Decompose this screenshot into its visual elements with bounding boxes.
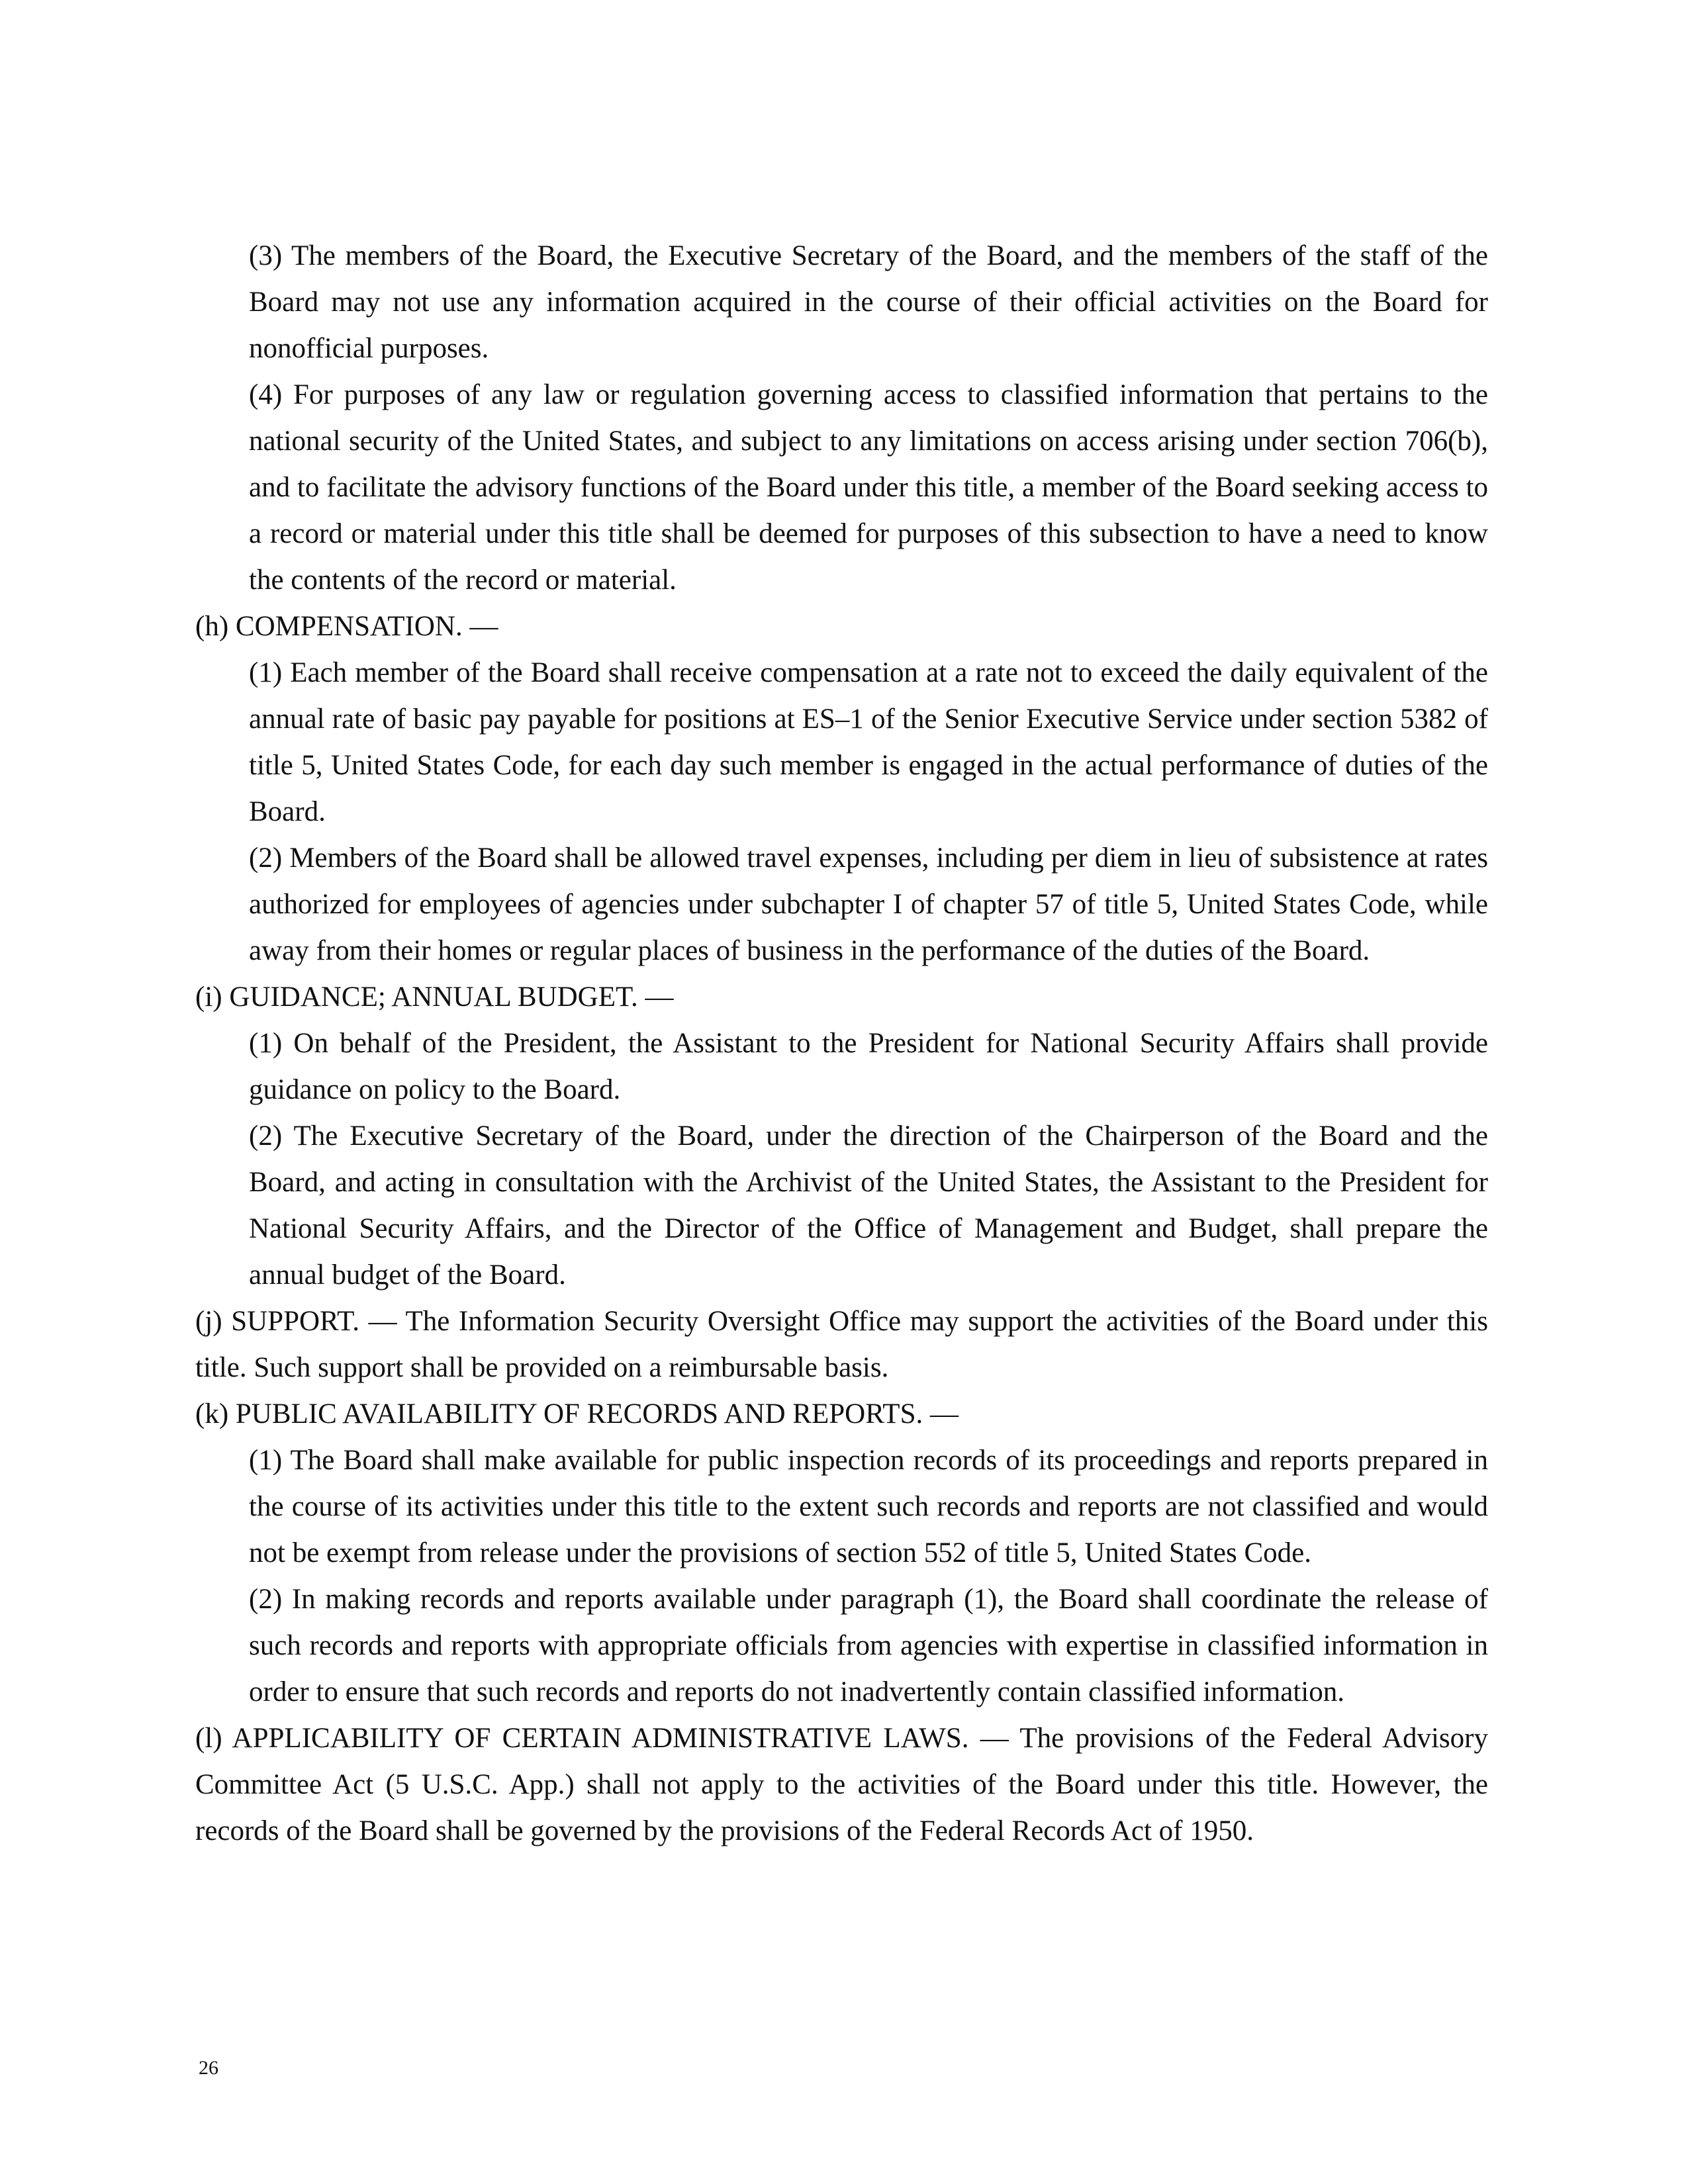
document-body: [195, 233, 1488, 1854]
paragraph-k2: (2) In making records and reports available under paragraph (1), the Board shall coordinate the release of such records and reports with appropriate officials from agencies with expertise in classified information in order to ensure that such records and reports do not inadvertently contain classified information.: [249, 1584, 1488, 1707]
section-heading-k-public-availability: (k) PUBLIC AVAILABILITY OF RECORDS AND REPORTS. —: [195, 1398, 959, 1430]
page-number: 26: [199, 2057, 218, 2079]
paragraph-h1: (1) Each member of the Board shall receive compensation at a rate not to exceed the daily equivalent of the annual rate of basic pay payable for positions at ES–1 of the Senior Executive Service under section 5382 of title 5, United States Code, for each day such member is engaged in the actual performance of duties of the Board.: [249, 657, 1488, 827]
paragraph-g4: (4) For purposes of any law or regulation governing access to classified information that pertains to the national security of the United States, and subject to any limitations on access arising under section 706(b), and to facilitate the advisory functions of the Board under this title, a member of the Board seeking access to a record or material under this title shall be deemed for purposes of this subsection to have a need to know the contents of the record or material.: [249, 379, 1488, 596]
section-l-applicability: (l) APPLICABILITY OF CERTAIN ADMINISTRATIVE LAWS. — The provisions of the Federal Advisory Committee Act (5 U.S.C. App.) shall not apply to the activities of the Board under this title. However, the records of the Board shall be governed by the provisions of the Federal Records Act of 1950.: [195, 1723, 1488, 1846]
paragraph-k1: (1) The Board shall make available for public inspection records of its proceedings and reports prepared in the course of its activities under this title to the extent such records and reports are not classified and would not be exempt from release under the provisions of section 552 of title 5, United States Code.: [249, 1445, 1488, 1569]
paragraph-i1: (1) On behalf of the President, the Assistant to the President for National Security Affairs shall provide guidance on policy to the Board.: [249, 1028, 1488, 1105]
paragraph-i2: (2) The Executive Secretary of the Board, under the direction of the Chairperson of the Board and the Board, and acting in consultation with the Archivist of the United States, the Assistant to the President for National Security Affairs, and the Director of the Office of Management and Budget, shall prepare the annual budget of the Board.: [249, 1120, 1488, 1291]
section-heading-i-guidance: (i) GUIDANCE; ANNUAL BUDGET. —: [195, 981, 674, 1013]
section-heading-h-compensation: (h) COMPENSATION. —: [195, 611, 498, 642]
section-j-support: (j) SUPPORT. — The Information Security Oversight Office may support the activities of the Board under this title. Such support shall be provided on a reimbursable basis.: [195, 1306, 1488, 1383]
paragraph-g3: (3) The members of the Board, the Executive Secretary of the Board, and the members of the staff of the Board may not use any information acquired in the course of their official activities on the Board for nonofficial purposes.: [249, 240, 1488, 364]
paragraph-h2: (2) Members of the Board shall be allowed travel expenses, including per diem in lieu of subsistence at rates authorized for employees of agencies under subchapter I of chapter 57 of title 5, United States Code, while away from their homes or regular places of business in the performance of the duties of the Board.: [249, 842, 1488, 966]
